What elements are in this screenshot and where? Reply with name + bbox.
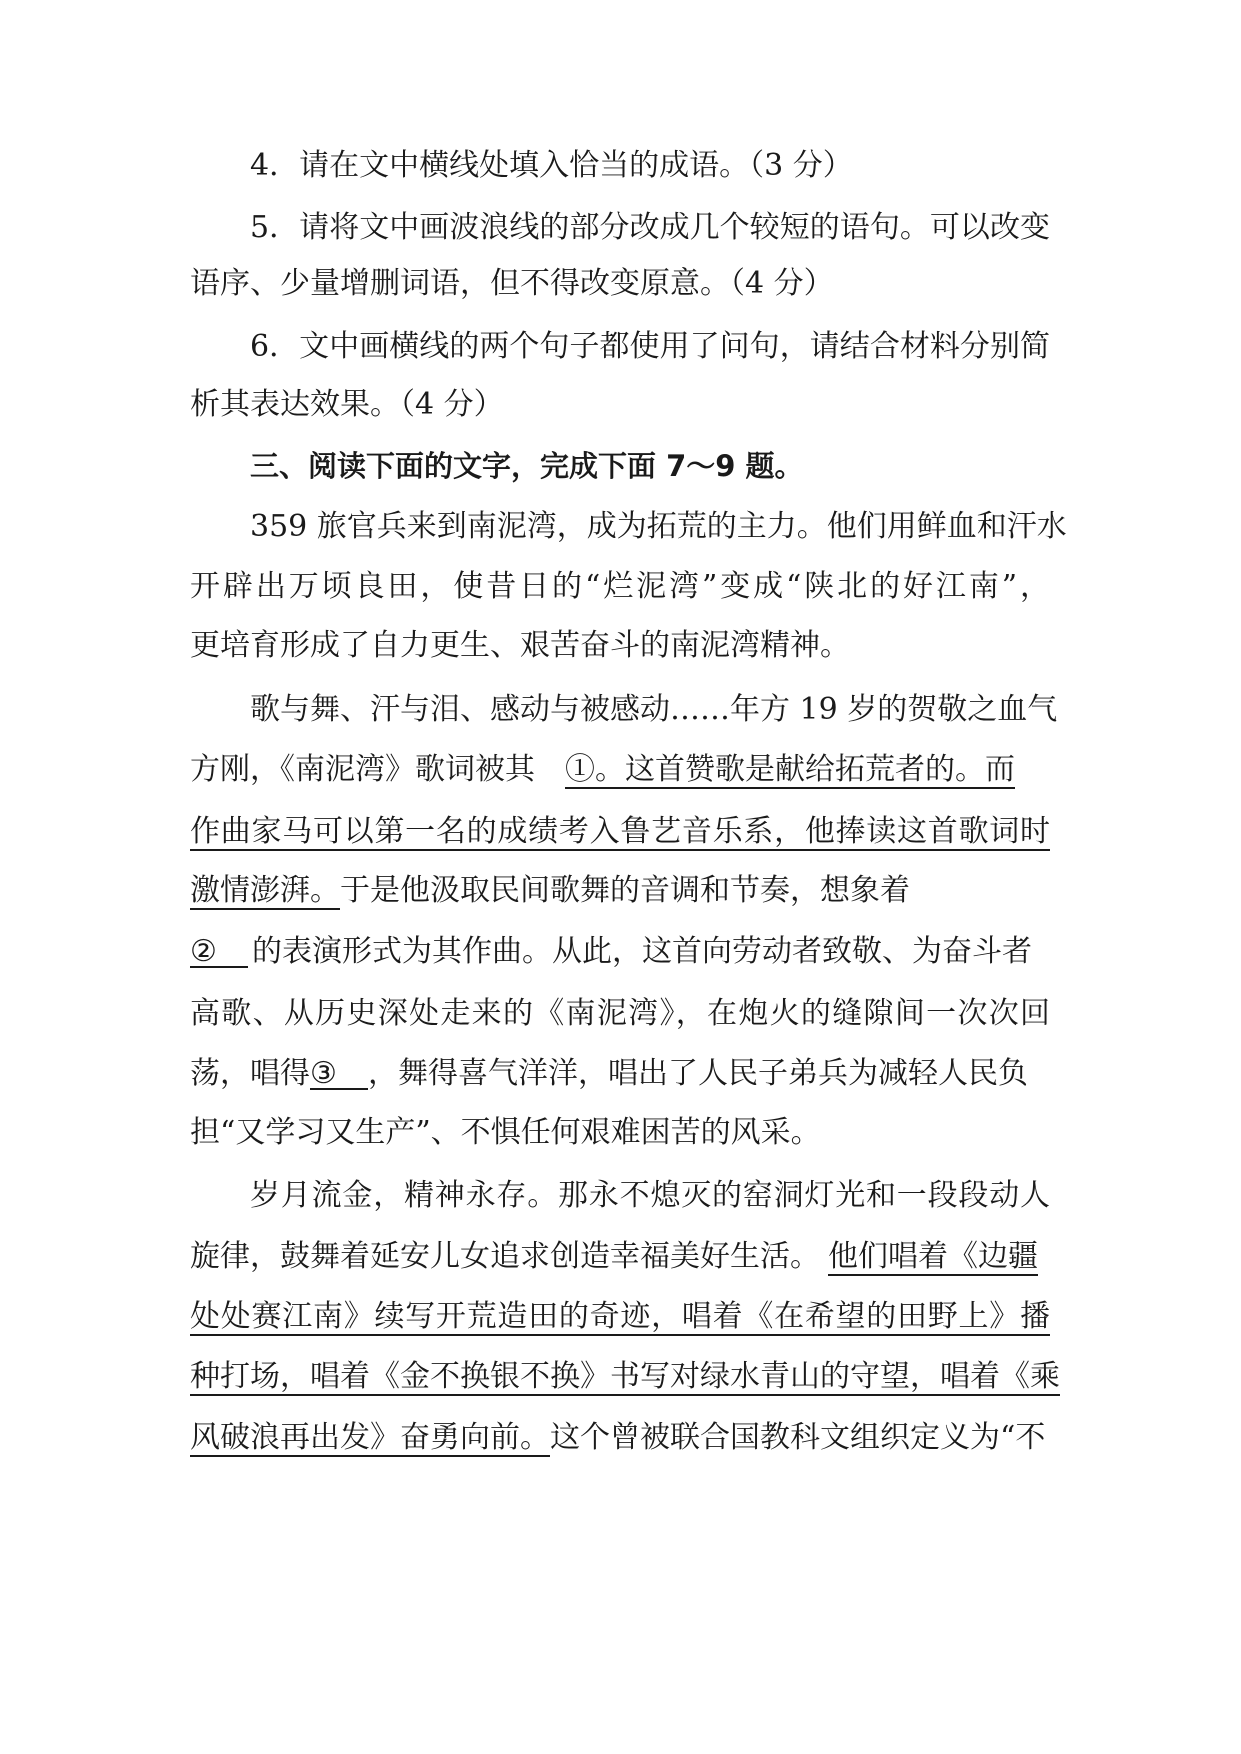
underlined-sentence: 他们唱着《边疆 <box>828 1239 1038 1274</box>
passage-text: 于是他汲取民间歌舞的音调和节奏，想象着 <box>340 873 910 908</box>
underlined-sentence: 风破浪再出发》奋勇向前。 <box>190 1420 550 1455</box>
passage-p1-line-3: 更培育形成了自力更生、艰苦奋斗的南泥湾精神。 <box>190 628 850 663</box>
passage-text: 这个曾被联合国教科文组织定义为“不 <box>550 1420 1046 1455</box>
passage-p2-line-1: 歌与舞、汗与泪、感动与被感动……年方 19 岁的贺敬之血气 <box>250 692 1058 727</box>
passage-p2-line-6: 高歌、从历史深处走来的《南泥湾》，在炮火的缝隙间一次次回 <box>190 996 1050 1031</box>
passage-p2-line-5 <box>190 932 1050 972</box>
question-5-line-1: 5．请将文中画波浪线的部分改成几个较短的语句。可以改变 <box>250 210 1050 245</box>
question-6-line-1: 6．文中画横线的两个句子都使用了问句，请结合材料分别简 <box>250 329 1050 364</box>
passage-p1-line-2: 开辟出万顷良田，使昔日的“烂泥湾”变成“陕北的好江南”， <box>190 569 1050 604</box>
blank-2: ② <box>190 932 248 968</box>
question-5-line-2: 语序、少量增删词语，但不得改变原意。（4 分） <box>190 266 834 301</box>
passage-p2-line-8: 担“又学习又生产”、不惧任何艰难困苦的风采。 <box>190 1115 821 1150</box>
passage-p2-line-4 <box>190 871 1050 911</box>
section-heading: 三、阅读下面的文字，完成下面 7～9 题。 <box>250 449 804 483</box>
passage-text: 旋律，鼓舞着延安儿女追求创造幸福美好生活。 <box>190 1239 820 1274</box>
passage-p3-line-5 <box>190 1418 1050 1458</box>
blank-3: ③ <box>310 1054 368 1090</box>
underlined-sentence: 激情澎湃。 <box>190 873 340 908</box>
passage-p2-line-7 <box>190 1054 1050 1094</box>
underlined-sentence: 处处赛江南》续写开荒造田的奇迹，唱着《在希望的田野上》播 <box>190 1299 1050 1334</box>
underlined-sentence: 作曲家马可以第一名的成绩考入鲁艺音乐系，他捧读这首歌词时 <box>190 814 1050 849</box>
passage-p3-line-1: 岁月流金，精神永存。那永不熄灭的窑洞灯光和一段段动人 <box>250 1178 1050 1213</box>
passage-text: 荡，唱得 <box>190 1056 310 1091</box>
passage-p2-line-2 <box>190 750 1050 790</box>
question-4: 4．请在文中横线处填入恰当的成语。（3 分） <box>250 148 853 183</box>
passage-p1-line-1: 359 旅官兵来到南泥湾，成为拓荒的主力。他们用鲜血和汗水 <box>250 509 1067 544</box>
underlined-sentence: 种打场，唱着《金不换银不换》书写对绿水青山的守望，唱着《乘 <box>190 1359 1060 1394</box>
underlined-sentence: ①。这首赞歌是献给拓荒者的。而 <box>565 752 1015 787</box>
passage-text: ，舞得喜气洋洋，唱出了人民子弟兵为减轻人民负 <box>368 1056 1028 1091</box>
passage-p3-line-2 <box>190 1237 1050 1277</box>
passage-text: 的表演形式为其作曲。从此，这首向劳动者致敬、为奋斗者 <box>252 934 1032 969</box>
question-6-line-2: 析其表达效果。（4 分） <box>190 387 504 422</box>
passage-text: 方刚，《南泥湾》歌词被其 <box>190 752 535 787</box>
